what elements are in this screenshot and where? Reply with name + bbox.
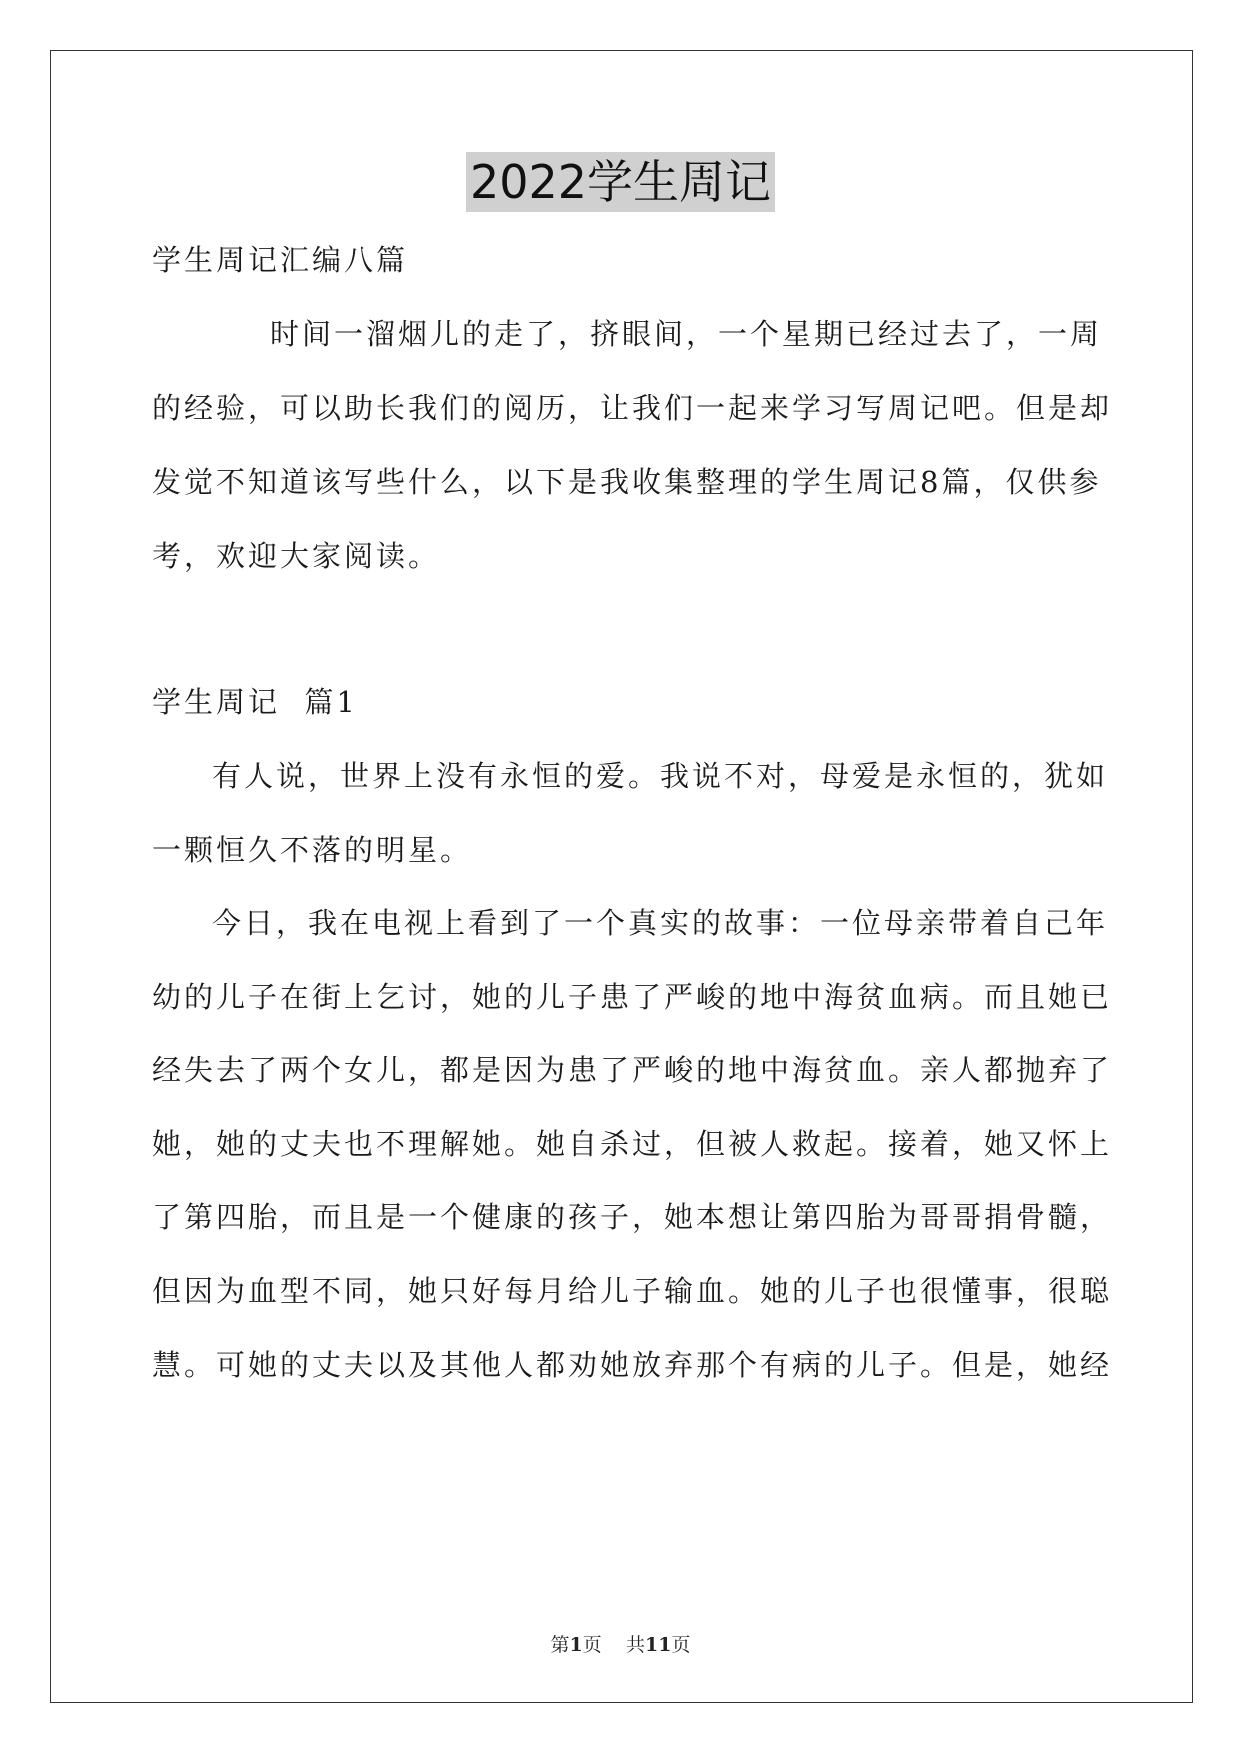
- paragraph-line: 慧。可她的丈夫以及其他人都劝她放弃那个有病的儿子。但是，她经: [152, 1348, 1113, 1382]
- intro-line: 发觉不知道该写些什么，以下是我收集整理的学生周记8篇，仅供参: [152, 465, 1102, 499]
- total-prefix: 共: [625, 1634, 645, 1656]
- page-border: [50, 50, 1193, 1703]
- subtitle: 学生周记汇编八篇: [152, 243, 409, 277]
- intro-line: 时间一溜烟儿的走了，挤眼间，一个星期已经过去了，一周: [270, 317, 1103, 351]
- paragraph-line: 她，她的丈夫也不理解她。她自杀过，但被人救起。接着，她又怀上: [152, 1127, 1113, 1161]
- page-suffix: 页: [582, 1634, 602, 1656]
- page-footer: [0, 1630, 1241, 1657]
- paragraph-line: 今日，我在电视上看到了一个真实的故事：一位母亲带着自己年: [212, 906, 1109, 940]
- paragraph-line: 经失去了两个女儿，都是因为患了严峻的地中海贫血。亲人都抛弃了: [152, 1053, 1113, 1087]
- title-container: [0, 152, 1241, 212]
- total-suffix: 页: [671, 1634, 691, 1656]
- total-pages: 11: [644, 1634, 672, 1656]
- paragraph-line: 有人说，世界上没有永恒的爱。我说不对，母爱是永恒的，犹如: [212, 759, 1109, 793]
- intro-line: 的经验，可以助长我们的阅历，让我们一起来学习写周记吧。但是却: [152, 391, 1113, 425]
- intro-line: 考，欢迎大家阅读。: [152, 539, 441, 573]
- paragraph-line: 了第四胎，而且是一个健康的孩子，她本想让第四胎为哥哥捐骨髓，: [152, 1200, 1113, 1234]
- page-prefix: 第: [550, 1634, 570, 1656]
- paragraph-line: 幼的儿子在街上乞讨，她的儿子患了严峻的地中海贫血病。而且她已: [152, 980, 1113, 1014]
- document-title: 2022学生周记: [466, 152, 775, 212]
- paragraph-line: 但因为血型不同，她只好每月给儿子输血。她的儿子也很懂事，很聪: [152, 1274, 1113, 1308]
- paragraph-line: 一颗恒久不落的明星。: [152, 833, 473, 867]
- page-number: 1: [569, 1634, 583, 1656]
- section-heading: 学生周记 篇1: [152, 685, 358, 719]
